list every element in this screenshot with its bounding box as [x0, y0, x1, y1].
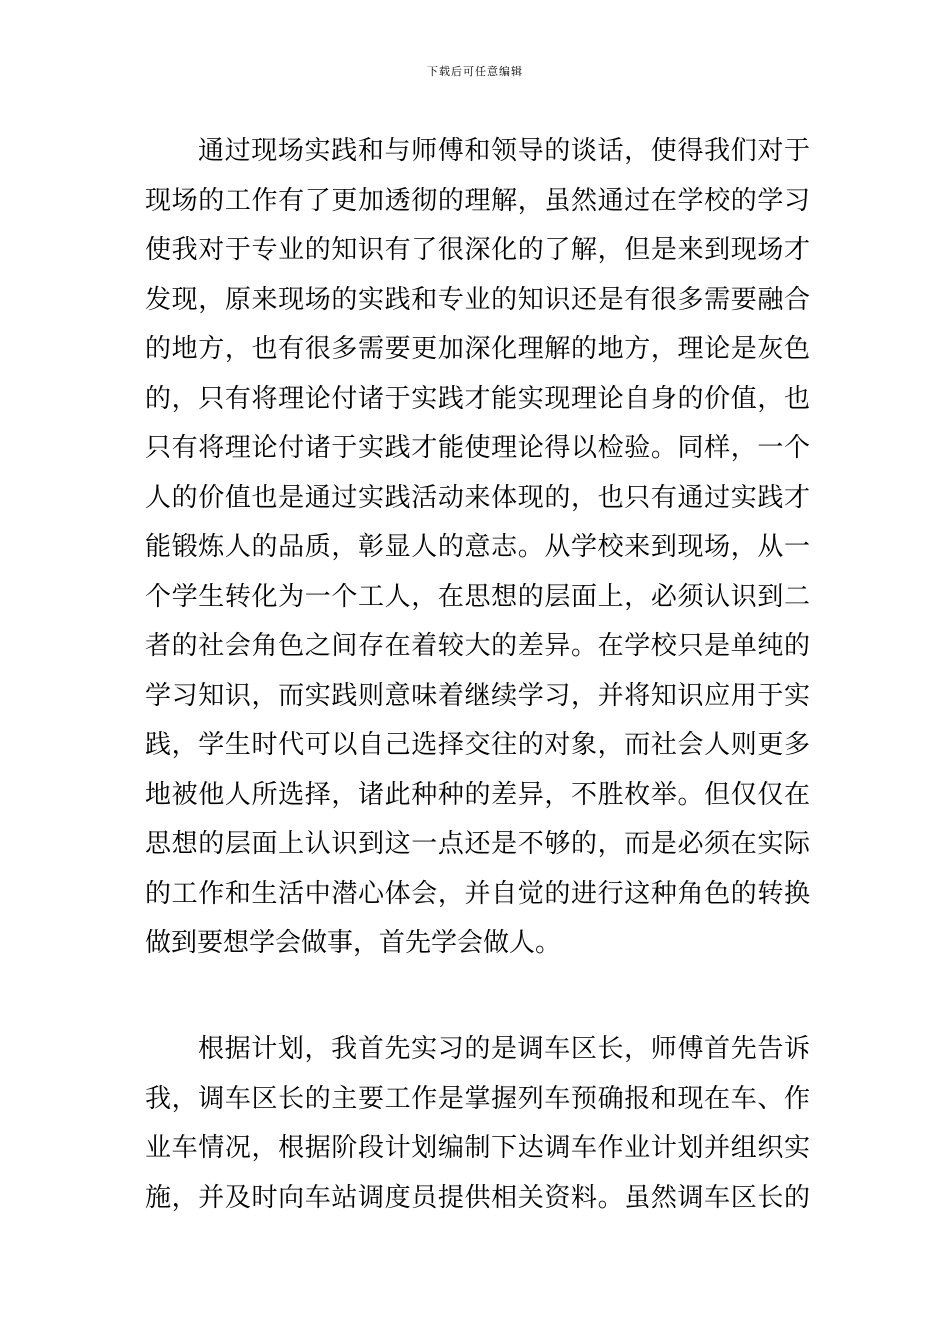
- text-line: 思想的层面上认识到这一点还是不够的，而是必须在实际: [145, 829, 810, 859]
- text-line: 的地方，也有很多需要更加深化理解的地方，理论是灰色: [145, 334, 810, 364]
- text-line: 通过现场实践和与师傅和领导的谈话，使得我们对于: [198, 136, 810, 166]
- text-line: 的，只有将理论付诸于实践才能实现理论自身的价值，也: [145, 383, 810, 414]
- text-line: 根据计划，我首先实习的是调车区长，师傅首先告诉: [198, 1034, 810, 1064]
- text-line: 做到要想学会做事，首先学会做人。: [145, 928, 562, 958]
- text-line: 使我对于专业的知识有了很深化的了解，但是来到现场才: [145, 235, 810, 265]
- text-line: 能锻炼人的品质，彰显人的意志。从学校来到现场，从一: [145, 532, 810, 562]
- text-line: 学习知识，而实践则意味着继续学习，并将知识应用于实: [145, 680, 810, 711]
- text-line: 践，学生时代可以自己选择交往的对象，而社会人则更多: [145, 730, 810, 760]
- text-line: 现场的工作有了更加透彻的理解，虽然通过在学校的学习: [145, 185, 810, 216]
- paragraph-2: [145, 1025, 810, 1223]
- text-line: 地被他人所选择，诸此种种的差异，不胜枚举。但仅仅在: [145, 779, 810, 810]
- page-header: 下载后可任意编辑: [427, 65, 523, 78]
- text-line: 发现，原来现场的实践和专业的知识还是有很多需要融合: [145, 284, 810, 315]
- text-line: 我，调车区长的主要工作是掌握列车预确报和现在车、作: [145, 1083, 810, 1114]
- text-line: 者的社会角色之间存在着较大的差异。在学校只是单纯的: [145, 631, 810, 661]
- text-line: 个学生转化为一个工人，在思想的层面上，必须认识到二: [145, 581, 810, 612]
- text-line: 的工作和生活中潜心体会，并自觉的进行这种角色的转换: [145, 878, 810, 909]
- text-line: 业车情况，根据阶段计划编制下达调车作业计划并组织实: [145, 1133, 810, 1163]
- text-line: 人的价值也是通过实践活动来体现的，也只有通过实践才: [145, 482, 810, 513]
- text-line: 只有将理论付诸于实践才能使理论得以检验。同样，一个: [145, 433, 810, 463]
- paragraph-1: [145, 127, 810, 969]
- text-line: 施，并及时向车站调度员提供相关资料。虽然调车区长的: [145, 1182, 810, 1213]
